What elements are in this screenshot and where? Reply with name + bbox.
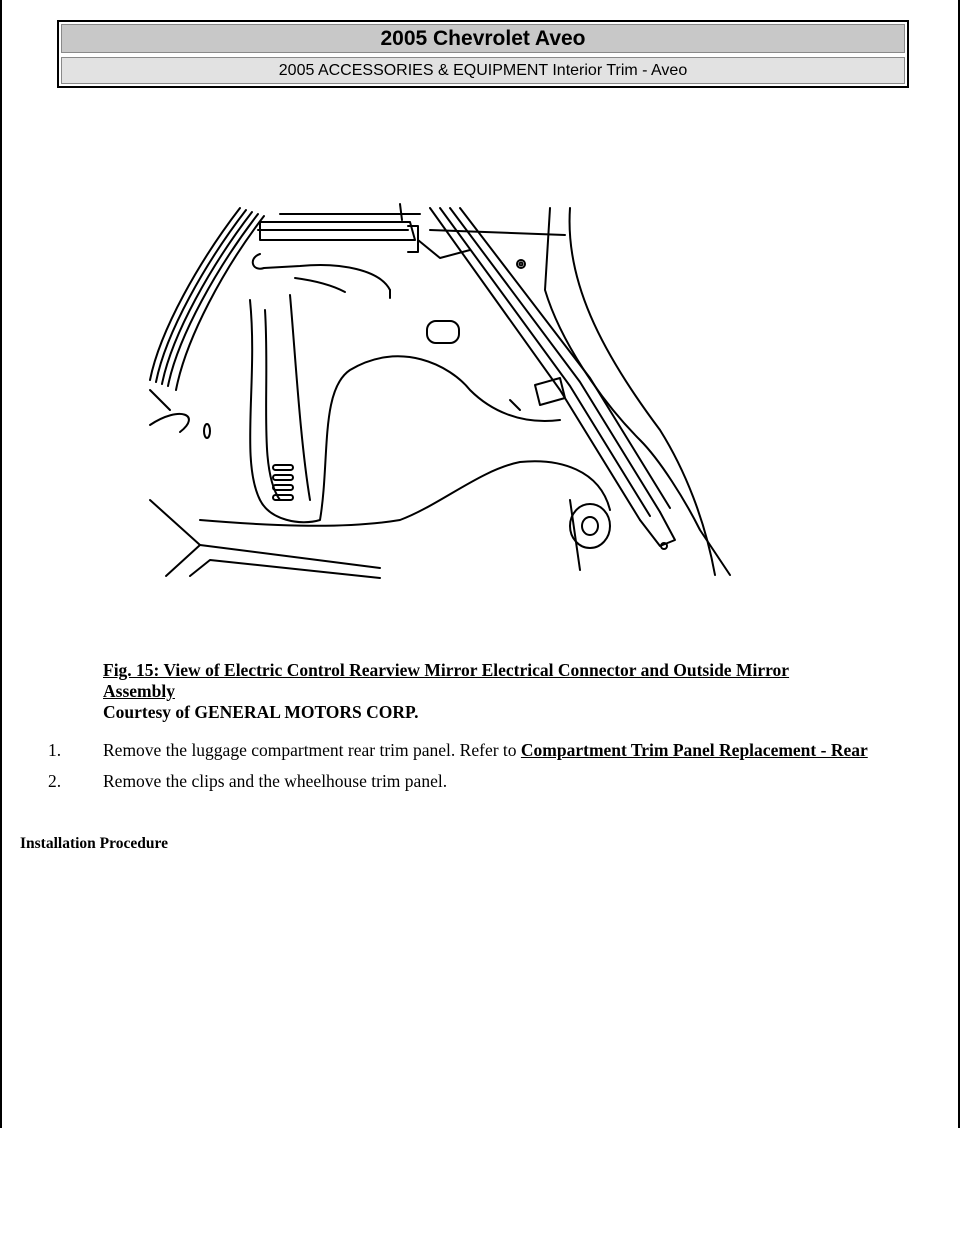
step-item: [38, 771, 898, 792]
step-number: 2.: [48, 771, 62, 791]
step-text: Remove the luggage compartment rear trim panel. Refer to: [103, 740, 521, 760]
step-text: Remove the clips and the wheelhouse trim panel.: [103, 771, 448, 791]
section-heading: Installation Procedure: [20, 835, 168, 852]
figure-caption-credit: Courtesy of GENERAL MOTORS CORP.: [103, 702, 419, 722]
trim-panel-replacement-link[interactable]: Compartment Trim Panel Replacement - Rear: [520, 740, 868, 760]
step-item: [38, 740, 898, 761]
wheelhouse-trim-illustration: [140, 200, 740, 585]
document-header: [57, 20, 909, 88]
document-subtitle: 2005 ACCESSORIES & EQUIPMENT Interior Trim - Aveo: [61, 57, 905, 84]
figure-caption-title[interactable]: Fig. 15: View of Electric Control Rearview Mirror Electrical Connector and Outside Mirror Assembly: [103, 660, 790, 701]
step-number: 1.: [48, 740, 62, 760]
document-title: 2005 Chevrolet Aveo: [61, 24, 905, 53]
procedure-steps: [38, 740, 898, 802]
figure-caption: [103, 660, 863, 723]
